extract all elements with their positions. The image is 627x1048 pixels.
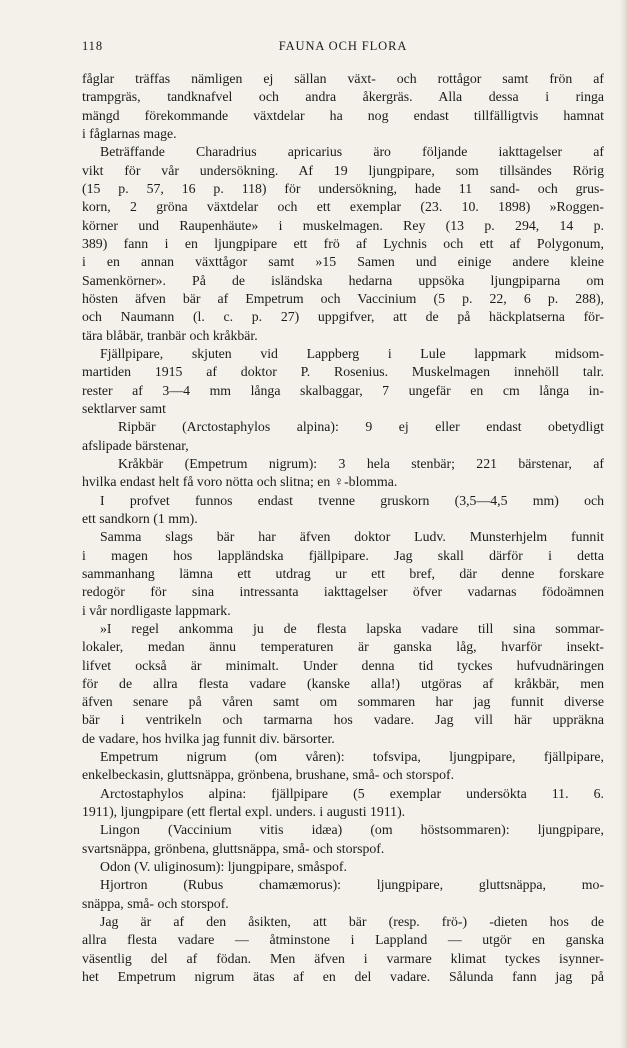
text-line: sektlarver samt — [82, 400, 166, 416]
text-line: ett sandkorn (1 mm). — [82, 510, 198, 526]
text-line: Beträffande Charadrius apricarius äro följande iakttagelser af — [100, 144, 604, 160]
text-line: rester af 3—4 mm långa skalbaggar, 7 ungefär en cm långa in- — [82, 382, 604, 398]
text-line: lokaler, medan ännu temperaturen är ganska låg, hvarför insekt- — [82, 639, 604, 655]
text-line: trampgräs, tandknafvel och andra åkergräs. Alla dessa i ringa — [82, 89, 604, 105]
text-line: fåglar träffas nämligen ej sällan växt- och rottågor samt frön af — [82, 71, 604, 86]
page-edge-shadow — [620, 0, 627, 1048]
text-line: Empetrum nigrum (om våren): tofsvipa, ljungpipare, fjällpipare, — [100, 749, 604, 765]
text-line: martiden 1915 af doktor P. Rosenius. Muskelmagen innehöll talr. — [82, 364, 604, 380]
text-line: väsentlig del af födan. Men äfven i varmare klimat tyckes isynner- — [82, 950, 604, 966]
page-number: 118 — [82, 39, 103, 53]
text-line: afslipade bärstenar, — [82, 437, 189, 453]
text-line: (15 p. 57, 16 p. 118) för undersökning, hade 11 sand- och grus- — [82, 180, 604, 196]
text-line: Jag är af den åsikten, att bär (resp. frö-) -dieten hos de — [100, 914, 604, 930]
text-line: bär i ventrikeln och tarmarna hos vadare. Jag vill här uppräkna — [82, 712, 604, 728]
text-line: Ripbär (Arctostaphylos alpina): 9 ej eller endast obetydligt — [118, 419, 604, 435]
text-line: Lingon (Vaccinium vitis idæa) (om höstsommaren): ljungpipare, — [100, 822, 604, 838]
text-line: de vadare, hos hvilka jag funnit div. bärsorter. — [82, 730, 335, 746]
text-line: I profvet funnos endast tvenne gruskorn (3,5—4,5 mm) och — [100, 492, 604, 508]
text-line: tära blåbär, tranbär och kråkbär. — [82, 327, 258, 343]
text-line: körner und Raupenhäute» i muskelmagen. Rey (13 p. 294, 14 p. — [82, 217, 604, 233]
running-title: FAUNA OCH FLORA — [278, 39, 408, 53]
body-text — [82, 70, 604, 986]
text-line: Hjortron (Rubus chamæmorus): ljungpipare, gluttsnäppa, mo- — [100, 877, 604, 893]
text-line: och Naumann (l. c. p. 27) uppgifver, att de på häckplatserna för- — [82, 309, 604, 325]
text-line: Samma slags bär har äfven doktor Ludv. Munsterhjelm funnit — [100, 529, 604, 545]
text-line: het Empetrum nigrum ätas af en del vadare. Sålunda fann jag på — [82, 969, 604, 985]
text-line: äfven senare på våren samt om sommaren har jag funnit diverse — [82, 694, 604, 710]
text-line: korn, 2 gröna växtdelar och ett exemplar (23. 10. 1898) »Roggen- — [82, 199, 604, 215]
text-line: 1911), ljungpipare (ett flertal expl. unders. i augusti 1911). — [82, 804, 406, 820]
running-header — [82, 39, 604, 55]
text-line: 389) fann i en ljungpipare ett frö af Lychnis och ett af Polygonum, — [82, 235, 604, 251]
text-line: redogör för sina intressanta iakttagelser öfver vadarnas födoämnen — [82, 584, 604, 600]
text-line: lifvet också är minimalt. Under denna tid tyckes hufvudnäringen — [82, 657, 604, 673]
text-line: Kråkbär (Empetrum nigrum): 3 hela stenbär; 221 bärstenar, af — [118, 455, 604, 471]
text-line: Samenkörner». På de isländska hedarna uppsöka ljungpiparna om — [82, 272, 604, 288]
text-line: svartsnäppa, grönbena, gluttsnäppa, små- och storspof. — [82, 840, 385, 856]
text-line: i magen hos lappländska fjällpipare. Jag skall därför i detta — [82, 547, 604, 563]
text-line: enkelbeckasin, gluttsnäppa, grönbena, brushane, små- och storspof. — [82, 767, 455, 783]
text-line: sammanhang lämna ett utdrag ur ett bref, där denne forskare — [82, 565, 604, 581]
text-line: för de allra flesta vadare (kanske alla!) utgöras af kråkbär, men — [82, 675, 604, 691]
text-line: hösten äfven bär af Empetrum och Vaccinium (5 p. 22, 6 p. 288), — [82, 290, 604, 306]
text-line: vikt för vår undersökning. Af 19 ljungpipare, som tillsändes Rörig — [82, 162, 604, 178]
text-line: i vår nordligaste lappmark. — [82, 602, 231, 618]
text-line: Arctostaphylos alpina: fjällpipare (5 exemplar undersökta 11. 6. — [100, 785, 604, 801]
text-line: Odon (V. uliginosum): ljungpipare, småspof. — [100, 859, 347, 875]
text-line: i fåglarnas mage. — [82, 125, 177, 141]
text-line: »I regel ankomma ju de flesta lapska vadare till sina sommar- — [100, 620, 604, 636]
text-line: hvilka endast helt få voro nötta och slitna; en ♀-blomma. — [82, 474, 398, 490]
text-line: allra flesta vadare — åtminstone i Lappland — utgör en ganska — [82, 932, 604, 948]
text-line: mängd förekommande växtdelar ha nog endast tillfälligtvis hamnat — [82, 107, 604, 123]
text-line: Fjällpipare, skjuten vid Lappberg i Lule lappmark midsom- — [100, 345, 604, 361]
text-line: snäppa, små- och storspof. — [82, 895, 229, 911]
text-line: i en annan växttågor samt »15 Samen und einige andere kleine — [82, 254, 604, 270]
